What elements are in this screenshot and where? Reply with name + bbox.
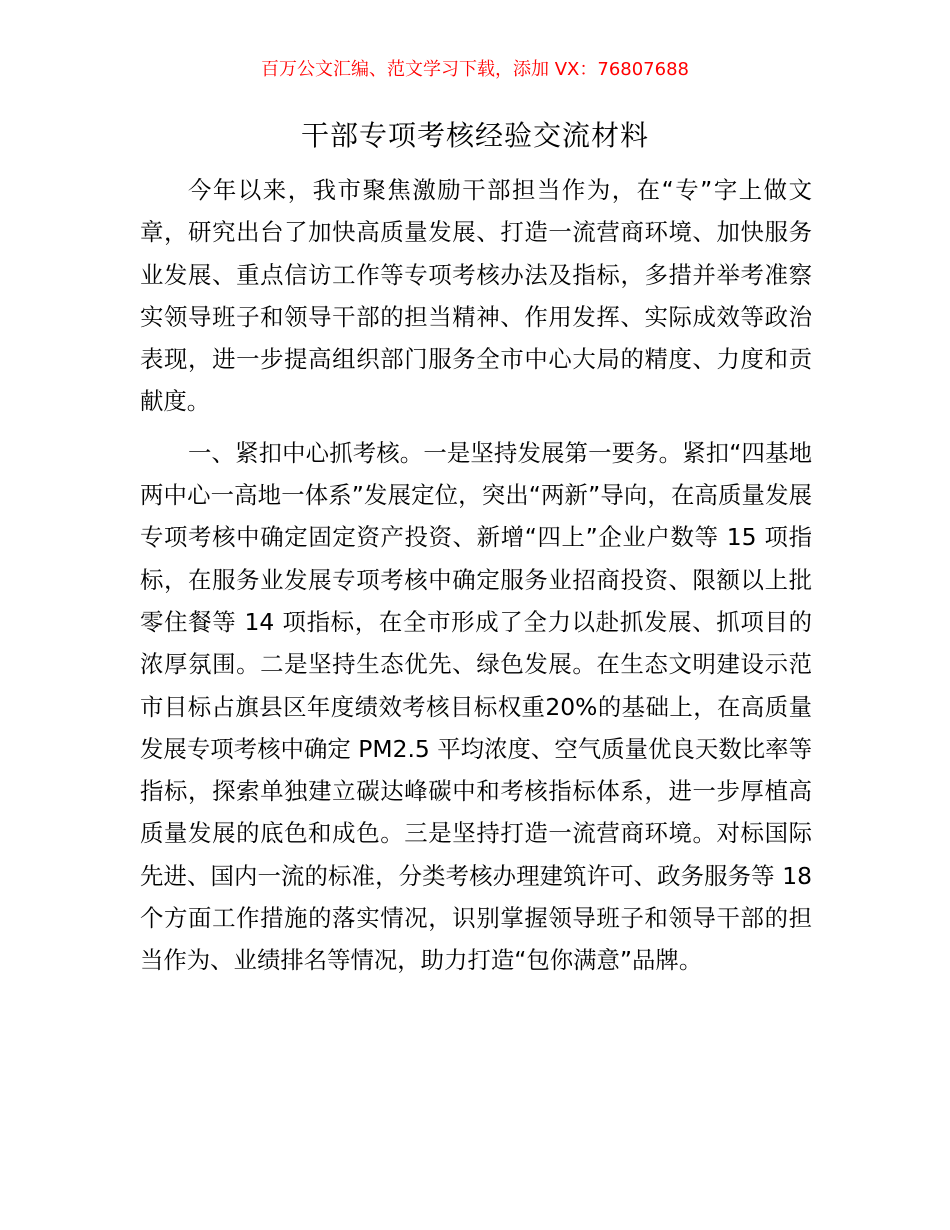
document-body <box>140 169 812 982</box>
body-paragraph-intro: 今年以来，我市聚焦激励干部担当作为，在“专”字上做文章，研究出台了加快高质量发展、打造一流营商环境、加快服务业发展、重点信访工作等专项考核办法及指标，多措并举考准察实领导班子和领导干部的担当精神、作用发挥、实际成效等政治表现，进一步提高组织部门服务全市中心大局的精度、力度和贡献度。 <box>140 176 812 416</box>
body-paragraph-section-1: 一、紧扣中心抓考核。一是坚持发展第一要务。紧扣“四基地两中心一高地一体系”发展定位，突出“两新”导向，在高质量发展专项考核中确定固定资产投资、新增“四上”企业户数等 15 项指标，在服务业发展专项考核中确定服务业招商投资、限额以上批零住餐等 14 项指标，在全市形成了全力以赴抓发展、抓项目的浓厚氛围。二是坚持生态优先、绿色发展。在生态文明建设示范市目标占旗县区年度绩效考核目标权重20%的基础上，在高质量发展专项考核中确定 PM2.5 平均浓度、空气质量优良天数比率等指标，探索单独建立碳达峰碳中和考核指标体系，进一步厚植高质量发展的底色和成色。三是坚持打造一流营商环境。对标国际先进、国内一流的标准，分类考核办理建筑许可、政务服务等 18 个方面工作措施的落实情况，识别掌握领导班子和领导干部的担当作为、业绩排名等情况，助力打造“包你满意”品牌。 <box>140 438 812 975</box>
header-watermark-note: 百万公文汇编、范文学习下载，添加 VX：76807688 <box>261 59 689 80</box>
document-title: 干部专项考核经验交流材料 <box>300 119 649 152</box>
